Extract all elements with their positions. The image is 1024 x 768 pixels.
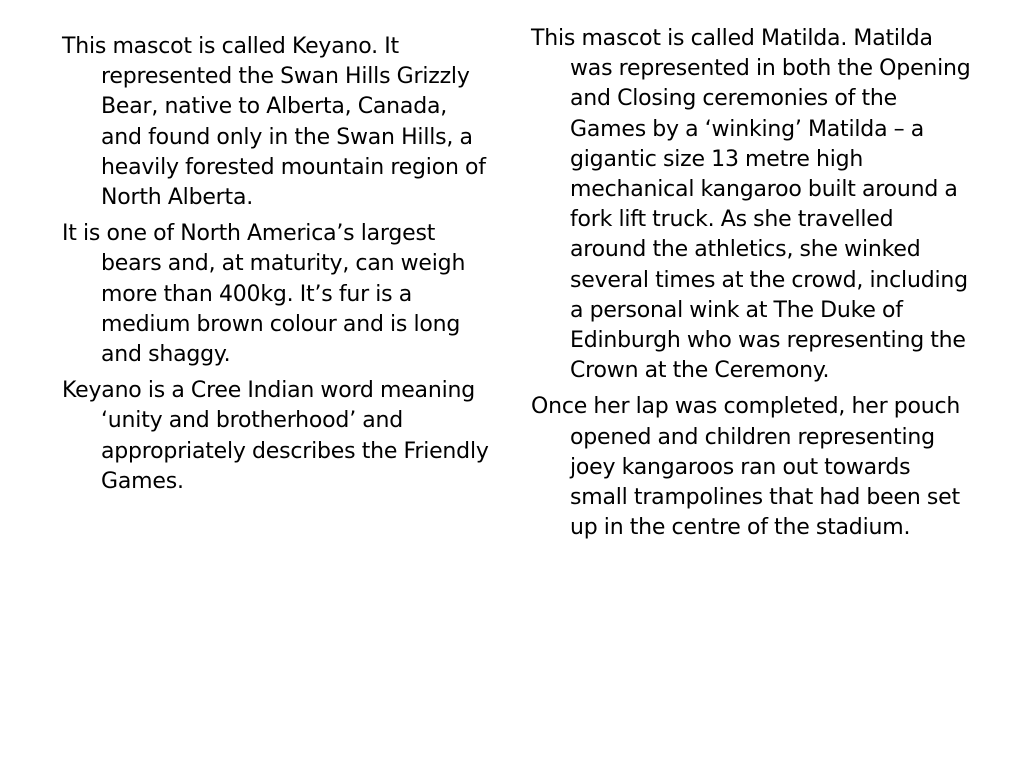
matilda-paragraph: This mascot is called Matilda. Matilda was represented in both the Opening and Closing ceremonies of the Games by a ‘winking’ Matilda – a gigantic size 13 metre high mechanical kangaroo built around a fork lift truck. As she travelled around the athletics, she winked several times at the crowd, including a personal wink at The Duke of Edinburgh who was representing the Crown at the Ceremony. <box>531 26 971 384</box>
matilda-paragraph: Once her lap was completed, her pouch opened and children representing joey kangaroos ran out towards small trampolines that had been set up in the centre of the stadium. <box>531 394 961 541</box>
keyano-text-column <box>62 32 492 503</box>
keyano-paragraph: This mascot is called Keyano. It represented the Swan Hills Grizzly Bear, native to Alberta, Canada, and found only in the Swan Hills, a heavily forested mountain region of North Alberta. <box>62 34 486 211</box>
keyano-paragraph: It is one of North America’s largest bears and, at maturity, can weigh more than 400kg. It’s fur is a medium brown colour and is long and shaggy. <box>62 221 466 368</box>
keyano-paragraph: Keyano is a Cree Indian word meaning ‘unity and brotherhood’ and appropriately describes the Friendly Games. <box>62 378 489 494</box>
matilda-text-column <box>531 24 971 549</box>
